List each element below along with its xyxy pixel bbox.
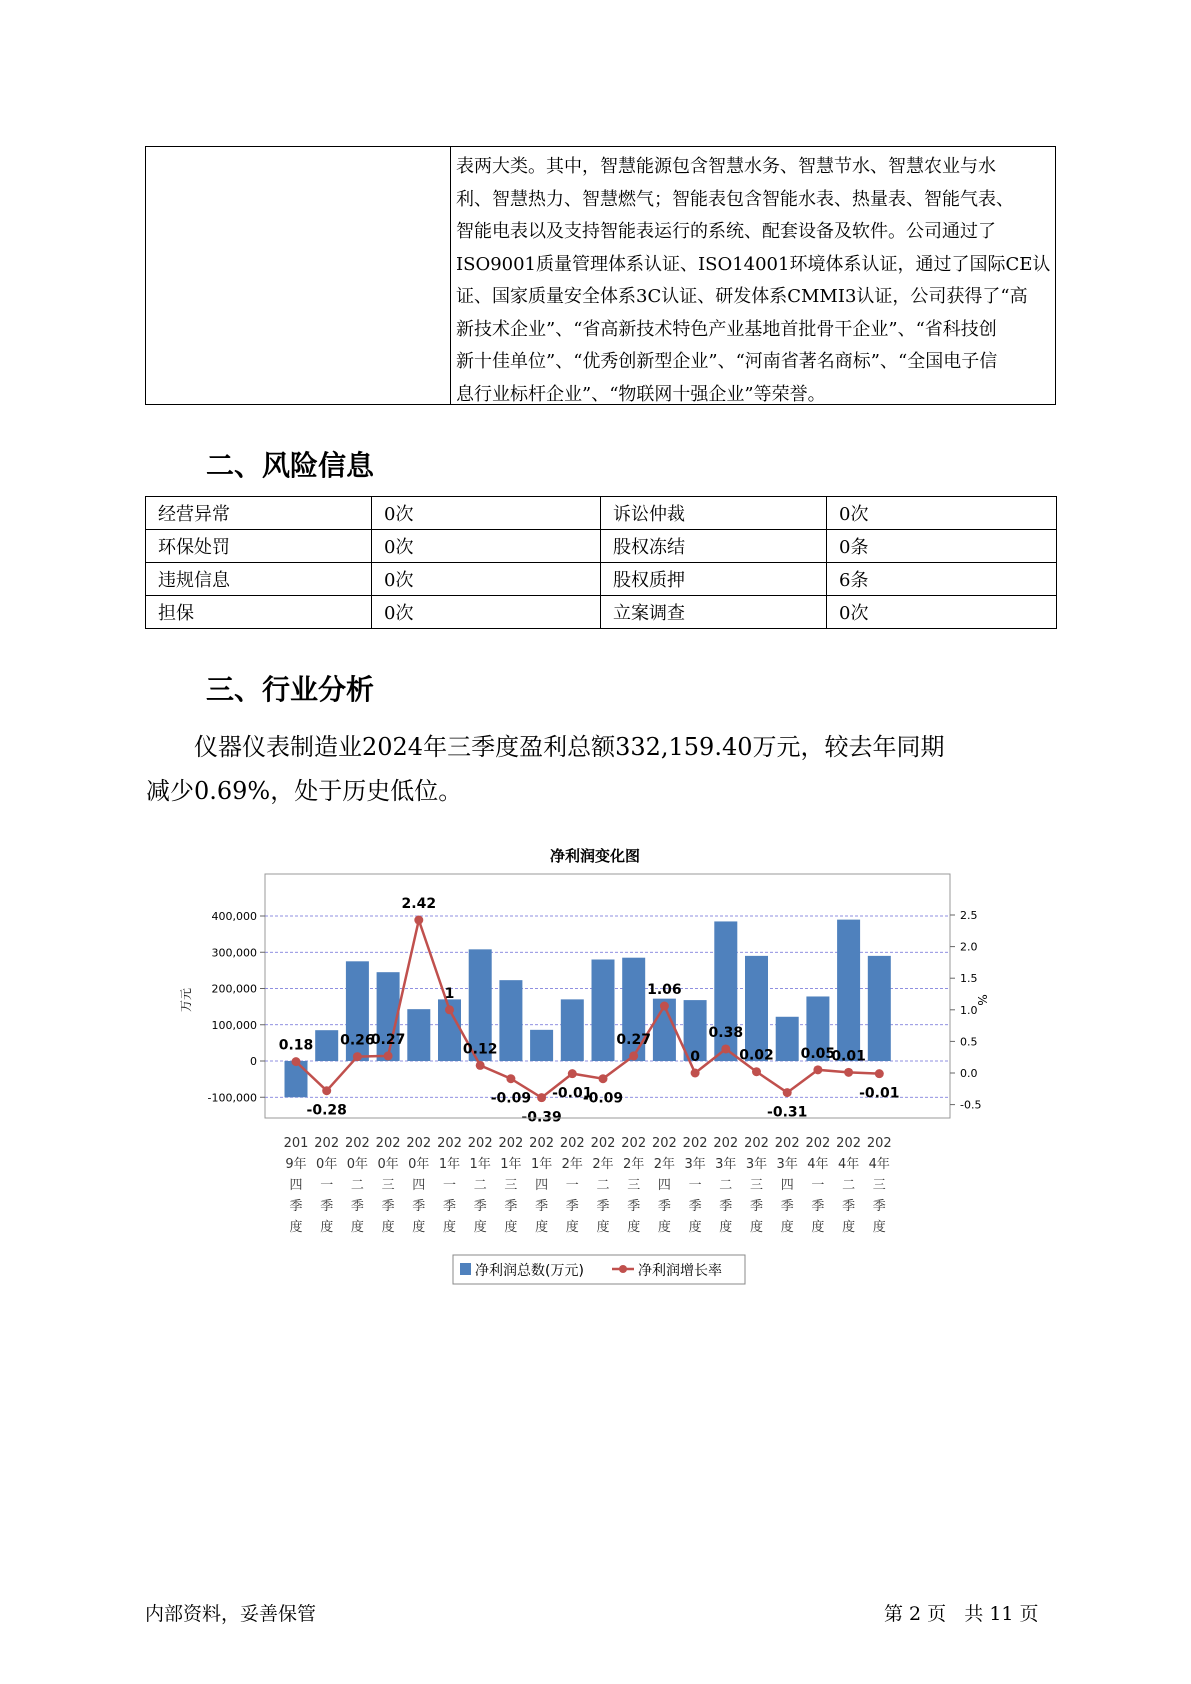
left-tick-label: 100,000 bbox=[211, 1018, 257, 1032]
left-tick-label: 400,000 bbox=[211, 910, 257, 923]
risk-label: 违规信息 bbox=[146, 563, 372, 596]
chart-title: 净利润变化图 bbox=[549, 847, 641, 865]
growth-rate-label: 0.27 bbox=[616, 1031, 651, 1048]
x-tick-label: 四 bbox=[412, 1178, 426, 1193]
x-tick-label: 季 bbox=[565, 1199, 579, 1214]
growth-rate-label: 0.18 bbox=[278, 1037, 314, 1054]
bar bbox=[499, 980, 522, 1061]
growth-rate-label: -0.09 bbox=[490, 1090, 532, 1107]
x-tick-label: 度 bbox=[780, 1220, 794, 1235]
company-intro-label-cell bbox=[146, 147, 451, 404]
x-tick-label: 一 bbox=[565, 1178, 579, 1193]
x-tick-label: 四 bbox=[780, 1178, 794, 1193]
growth-rate-label: -0.09 bbox=[582, 1090, 624, 1107]
bar bbox=[315, 1030, 338, 1061]
x-tick-label: 二 bbox=[842, 1178, 856, 1193]
right-tick-label: 1.0 bbox=[960, 1003, 978, 1017]
x-tick-label: 三 bbox=[749, 1178, 764, 1193]
x-tick-label: 度 bbox=[473, 1220, 487, 1235]
x-tick-label: 202 bbox=[866, 1136, 892, 1151]
x-tick-label: 度 bbox=[504, 1220, 518, 1235]
x-tick-label: 度 bbox=[535, 1220, 549, 1235]
x-tick-label: 度 bbox=[350, 1220, 364, 1235]
intro-line: 智能电表以及支持智能表运行的系统、配套设备及软件。公司通过了 bbox=[456, 221, 996, 242]
x-tick-label: 季 bbox=[811, 1199, 825, 1214]
growth-rate-label: -0.31 bbox=[767, 1104, 808, 1121]
x-tick-label: 202 bbox=[774, 1136, 800, 1151]
x-tick-label: 度 bbox=[412, 1220, 426, 1235]
growth-rate-point bbox=[414, 916, 423, 925]
bar bbox=[561, 999, 584, 1061]
right-tick-label: 2.5 bbox=[960, 909, 978, 922]
growth-rate-point bbox=[691, 1069, 700, 1078]
x-tick-label: 四 bbox=[657, 1178, 671, 1193]
x-tick-label: 202 bbox=[375, 1136, 401, 1151]
x-tick-label: 4年 bbox=[837, 1157, 860, 1172]
intro-line: 表两大类。其中，智慧能源包含智慧水务、智慧节水、智慧农业与水 bbox=[456, 156, 996, 177]
left-tick-label: 300,000 bbox=[211, 946, 257, 960]
x-tick-label: 季 bbox=[872, 1199, 886, 1214]
bar bbox=[285, 1061, 308, 1097]
x-tick-label: 四 bbox=[289, 1178, 303, 1193]
footer-page-number: 第 2 页 共 11 页 bbox=[884, 1603, 1039, 1625]
bar bbox=[868, 956, 891, 1061]
growth-rate-point bbox=[292, 1057, 301, 1066]
growth-rate-label: -0.01 bbox=[859, 1085, 900, 1102]
x-tick-label: 季 bbox=[719, 1199, 733, 1214]
legend-bar-label: 净利润总数(万元) bbox=[475, 1263, 584, 1279]
x-tick-label: 202 bbox=[651, 1136, 677, 1151]
bar bbox=[837, 920, 860, 1061]
growth-rate-label: 0.12 bbox=[462, 1041, 498, 1058]
intro-line: ISO9001质量管理体系认证、ISO14001环境体系认证，通过了国际CE认 bbox=[456, 253, 1051, 275]
x-tick-label: 201 bbox=[283, 1136, 309, 1151]
x-tick-label: 季 bbox=[780, 1199, 794, 1214]
growth-rate-point bbox=[537, 1093, 546, 1102]
growth-rate-label: 0 bbox=[690, 1049, 700, 1065]
growth-rate-label: 0.27 bbox=[370, 1031, 406, 1048]
x-tick-label: 202 bbox=[406, 1136, 432, 1151]
legend-line-label: 净利润增长率 bbox=[638, 1263, 722, 1279]
growth-rate-point bbox=[629, 1051, 638, 1060]
x-tick-label: 一 bbox=[811, 1178, 825, 1193]
x-tick-label: 度 bbox=[749, 1220, 764, 1235]
x-tick-label: 0年 bbox=[346, 1157, 369, 1172]
x-tick-label: 季 bbox=[657, 1199, 671, 1214]
growth-rate-label: -0.01 bbox=[552, 1085, 593, 1102]
footer-confidential: 内部资料，妥善保管 bbox=[145, 1603, 317, 1625]
x-tick-label: 二 bbox=[473, 1178, 487, 1193]
x-tick-label: 三 bbox=[872, 1178, 886, 1193]
growth-rate-label: 0.05 bbox=[800, 1045, 836, 1062]
x-tick-label: 0年 bbox=[408, 1157, 430, 1172]
intro-line: 利、智慧热力、智慧燃气；智能表包含智能水表、热量表、智能气表、 bbox=[456, 188, 1014, 210]
growth-rate-label: 2.42 bbox=[401, 896, 437, 913]
x-tick-label: 度 bbox=[381, 1220, 395, 1235]
x-tick-label: 202 bbox=[744, 1136, 769, 1151]
x-tick-label: 202 bbox=[467, 1136, 493, 1151]
x-tick-label: 2年 bbox=[623, 1157, 645, 1172]
x-tick-label: 4年 bbox=[807, 1157, 829, 1172]
x-tick-label: 季 bbox=[842, 1199, 856, 1214]
x-tick-label: 1年 bbox=[469, 1157, 491, 1172]
risk-value: 0条 bbox=[827, 530, 1057, 563]
x-tick-label: 3年 bbox=[745, 1157, 768, 1172]
growth-rate-point bbox=[506, 1074, 515, 1083]
intro-line: 新十佳单位”、“优秀创新型企业”、“河南省著名商标”、“全国电子信 bbox=[456, 351, 998, 372]
x-tick-label: 季 bbox=[535, 1199, 549, 1214]
x-tick-label: 一 bbox=[688, 1178, 702, 1193]
x-tick-label: 季 bbox=[350, 1199, 364, 1214]
x-tick-label: 3年 bbox=[776, 1157, 798, 1172]
x-tick-label: 度 bbox=[289, 1220, 303, 1235]
x-tick-label: 度 bbox=[596, 1220, 610, 1235]
x-tick-label: 季 bbox=[442, 1199, 457, 1214]
risk-table bbox=[145, 496, 1057, 629]
x-tick-label: 二 bbox=[719, 1178, 733, 1193]
table-row bbox=[146, 497, 1057, 530]
x-tick-label: 3年 bbox=[715, 1157, 737, 1172]
x-tick-label: 二 bbox=[596, 1178, 610, 1193]
table-row bbox=[146, 596, 1057, 629]
x-tick-label: 202 bbox=[682, 1136, 708, 1151]
x-tick-label: 度 bbox=[811, 1220, 825, 1235]
risk-label: 经营异常 bbox=[146, 497, 372, 530]
x-tick-label: 1年 bbox=[500, 1157, 522, 1172]
industry-paragraph bbox=[146, 725, 1058, 813]
x-tick-label: 季 bbox=[412, 1199, 426, 1214]
bar bbox=[530, 1030, 553, 1061]
legend-line-marker bbox=[619, 1265, 627, 1273]
x-tick-label: 0年 bbox=[377, 1157, 399, 1172]
growth-rate-label: 0.02 bbox=[739, 1047, 774, 1064]
industry-heading: 三、行业分析 bbox=[206, 673, 375, 706]
growth-rate-point bbox=[384, 1051, 393, 1060]
risk-value: 6条 bbox=[827, 563, 1057, 596]
growth-rate-label: 0.01 bbox=[831, 1048, 866, 1065]
growth-rate-point bbox=[476, 1061, 485, 1070]
x-tick-label: 三 bbox=[381, 1178, 395, 1193]
right-tick-label: 2.0 bbox=[960, 940, 978, 954]
growth-rate-label: -0.39 bbox=[521, 1109, 562, 1126]
growth-rate-point bbox=[783, 1088, 792, 1097]
x-tick-label: 0年 bbox=[316, 1157, 338, 1172]
intro-line: 息行业标杆企业”、“物联网十强企业”等荣誉。 bbox=[456, 383, 826, 405]
growth-rate-label: 1 bbox=[444, 985, 455, 1002]
risk-label: 立案调查 bbox=[601, 596, 827, 629]
x-tick-label: 4年 bbox=[868, 1157, 890, 1172]
risk-label: 环保处罚 bbox=[146, 530, 372, 563]
left-tick-label: -100,000 bbox=[207, 1091, 257, 1105]
growth-rate-label: 0.38 bbox=[708, 1024, 744, 1041]
x-tick-label: 202 bbox=[437, 1136, 462, 1151]
x-tick-label: 度 bbox=[719, 1220, 733, 1235]
x-tick-label: 季 bbox=[596, 1199, 610, 1214]
x-tick-label: 一 bbox=[320, 1178, 334, 1193]
x-tick-label: 202 bbox=[713, 1136, 739, 1151]
risk-label: 诉讼仲裁 bbox=[601, 497, 827, 530]
left-tick-label: 200,000 bbox=[211, 982, 257, 996]
x-tick-label: 度 bbox=[872, 1220, 886, 1235]
table-row bbox=[146, 530, 1057, 563]
risk-label: 股权质押 bbox=[601, 563, 827, 596]
risk-value: 0次 bbox=[372, 596, 601, 629]
x-tick-label: 202 bbox=[559, 1136, 585, 1151]
x-tick-label: 季 bbox=[688, 1199, 702, 1214]
risk-label: 股权冻结 bbox=[601, 530, 827, 563]
x-tick-label: 四 bbox=[535, 1178, 549, 1193]
x-tick-label: 度 bbox=[842, 1220, 856, 1235]
growth-rate-point bbox=[322, 1086, 331, 1095]
growth-rate-label: 0.26 bbox=[340, 1032, 375, 1049]
growth-rate-point bbox=[660, 1002, 669, 1011]
x-tick-label: 2年 bbox=[653, 1157, 676, 1172]
x-tick-label: 202 bbox=[314, 1136, 340, 1151]
left-tick-label: 0 bbox=[250, 1055, 257, 1068]
x-tick-label: 三 bbox=[504, 1178, 518, 1193]
growth-rate-point bbox=[875, 1069, 884, 1078]
x-tick-label: 202 bbox=[621, 1136, 647, 1151]
growth-rate-point bbox=[599, 1074, 608, 1083]
intro-line: 新技术企业”、“省高新技术特色产业基地首批骨干企业”、“省科技创 bbox=[456, 318, 997, 340]
risk-value: 0次 bbox=[372, 563, 601, 596]
x-tick-label: 202 bbox=[529, 1136, 555, 1151]
bar bbox=[407, 1009, 430, 1061]
x-tick-label: 202 bbox=[805, 1136, 831, 1151]
growth-rate-point bbox=[568, 1069, 577, 1078]
x-tick-label: 1年 bbox=[530, 1157, 553, 1172]
growth-rate-point bbox=[844, 1068, 853, 1077]
risk-value: 0次 bbox=[827, 497, 1057, 530]
x-tick-label: 2年 bbox=[592, 1157, 614, 1172]
industry-paragraph-line: 仪器仪表制造业2024年三季度盈利总额332,159.40万元，较去年同期 bbox=[194, 733, 945, 761]
growth-rate-point bbox=[752, 1067, 761, 1076]
legend-bar-swatch bbox=[460, 1263, 471, 1275]
growth-rate-point bbox=[445, 1005, 454, 1014]
x-tick-label: 季 bbox=[627, 1199, 641, 1214]
x-tick-label: 度 bbox=[565, 1220, 579, 1235]
x-tick-label: 二 bbox=[350, 1178, 364, 1193]
growth-rate-label: 1.06 bbox=[647, 982, 682, 999]
x-tick-label: 季 bbox=[320, 1199, 334, 1214]
x-tick-label: 三 bbox=[627, 1178, 641, 1193]
industry-paragraph-line: 减少0.69%，处于历史低位。 bbox=[146, 777, 463, 805]
growth-rate-point bbox=[813, 1065, 822, 1074]
x-tick-label: 季 bbox=[473, 1199, 487, 1214]
x-tick-label: 1年 bbox=[438, 1157, 461, 1172]
risk-value: 0次 bbox=[372, 497, 601, 530]
x-tick-label: 2年 bbox=[561, 1157, 583, 1172]
x-tick-label: 度 bbox=[320, 1220, 334, 1235]
right-tick-label: 0.5 bbox=[960, 1035, 978, 1049]
x-tick-label: 度 bbox=[627, 1220, 641, 1235]
x-tick-label: 度 bbox=[657, 1220, 671, 1235]
y-axis-label-left: 万元 bbox=[179, 987, 193, 1013]
x-tick-label: 202 bbox=[344, 1136, 370, 1151]
right-tick-label: -0.5 bbox=[960, 1098, 982, 1112]
intro-line: 证、国家质量安全体系3C认证、研发体系CMMI3认证，公司获得了“高 bbox=[456, 286, 1028, 307]
bar bbox=[776, 1017, 799, 1061]
right-tick-label: 1.5 bbox=[960, 972, 978, 986]
x-tick-label: 季 bbox=[289, 1199, 303, 1214]
growth-rate-point bbox=[721, 1044, 730, 1053]
x-tick-label: 202 bbox=[498, 1136, 524, 1151]
x-tick-label: 季 bbox=[381, 1199, 395, 1214]
x-tick-label: 度 bbox=[688, 1220, 702, 1235]
bar bbox=[745, 956, 768, 1061]
x-tick-label: 9年 bbox=[285, 1157, 307, 1172]
risk-heading: 二、风险信息 bbox=[206, 449, 375, 482]
company-intro-text-cell bbox=[452, 147, 1055, 404]
x-tick-label: 度 bbox=[442, 1220, 457, 1235]
bar bbox=[592, 960, 615, 1062]
risk-value: 0次 bbox=[827, 596, 1057, 629]
x-tick-label: 季 bbox=[504, 1199, 518, 1214]
x-tick-label: 3年 bbox=[684, 1157, 706, 1172]
x-tick-label: 一 bbox=[442, 1178, 457, 1193]
risk-value: 0次 bbox=[372, 530, 601, 563]
y-axis-label-right: % bbox=[975, 994, 989, 1006]
table-row bbox=[146, 563, 1057, 596]
x-tick-label: 202 bbox=[590, 1136, 616, 1151]
growth-rate-label: -0.28 bbox=[306, 1102, 347, 1119]
net-profit-chart bbox=[160, 840, 990, 1300]
risk-label: 担保 bbox=[146, 596, 372, 629]
right-tick-label: 0.0 bbox=[960, 1067, 978, 1080]
company-intro-table bbox=[145, 146, 1056, 405]
growth-rate-point bbox=[353, 1052, 362, 1061]
x-tick-label: 季 bbox=[749, 1199, 764, 1214]
x-tick-label: 202 bbox=[836, 1136, 862, 1151]
